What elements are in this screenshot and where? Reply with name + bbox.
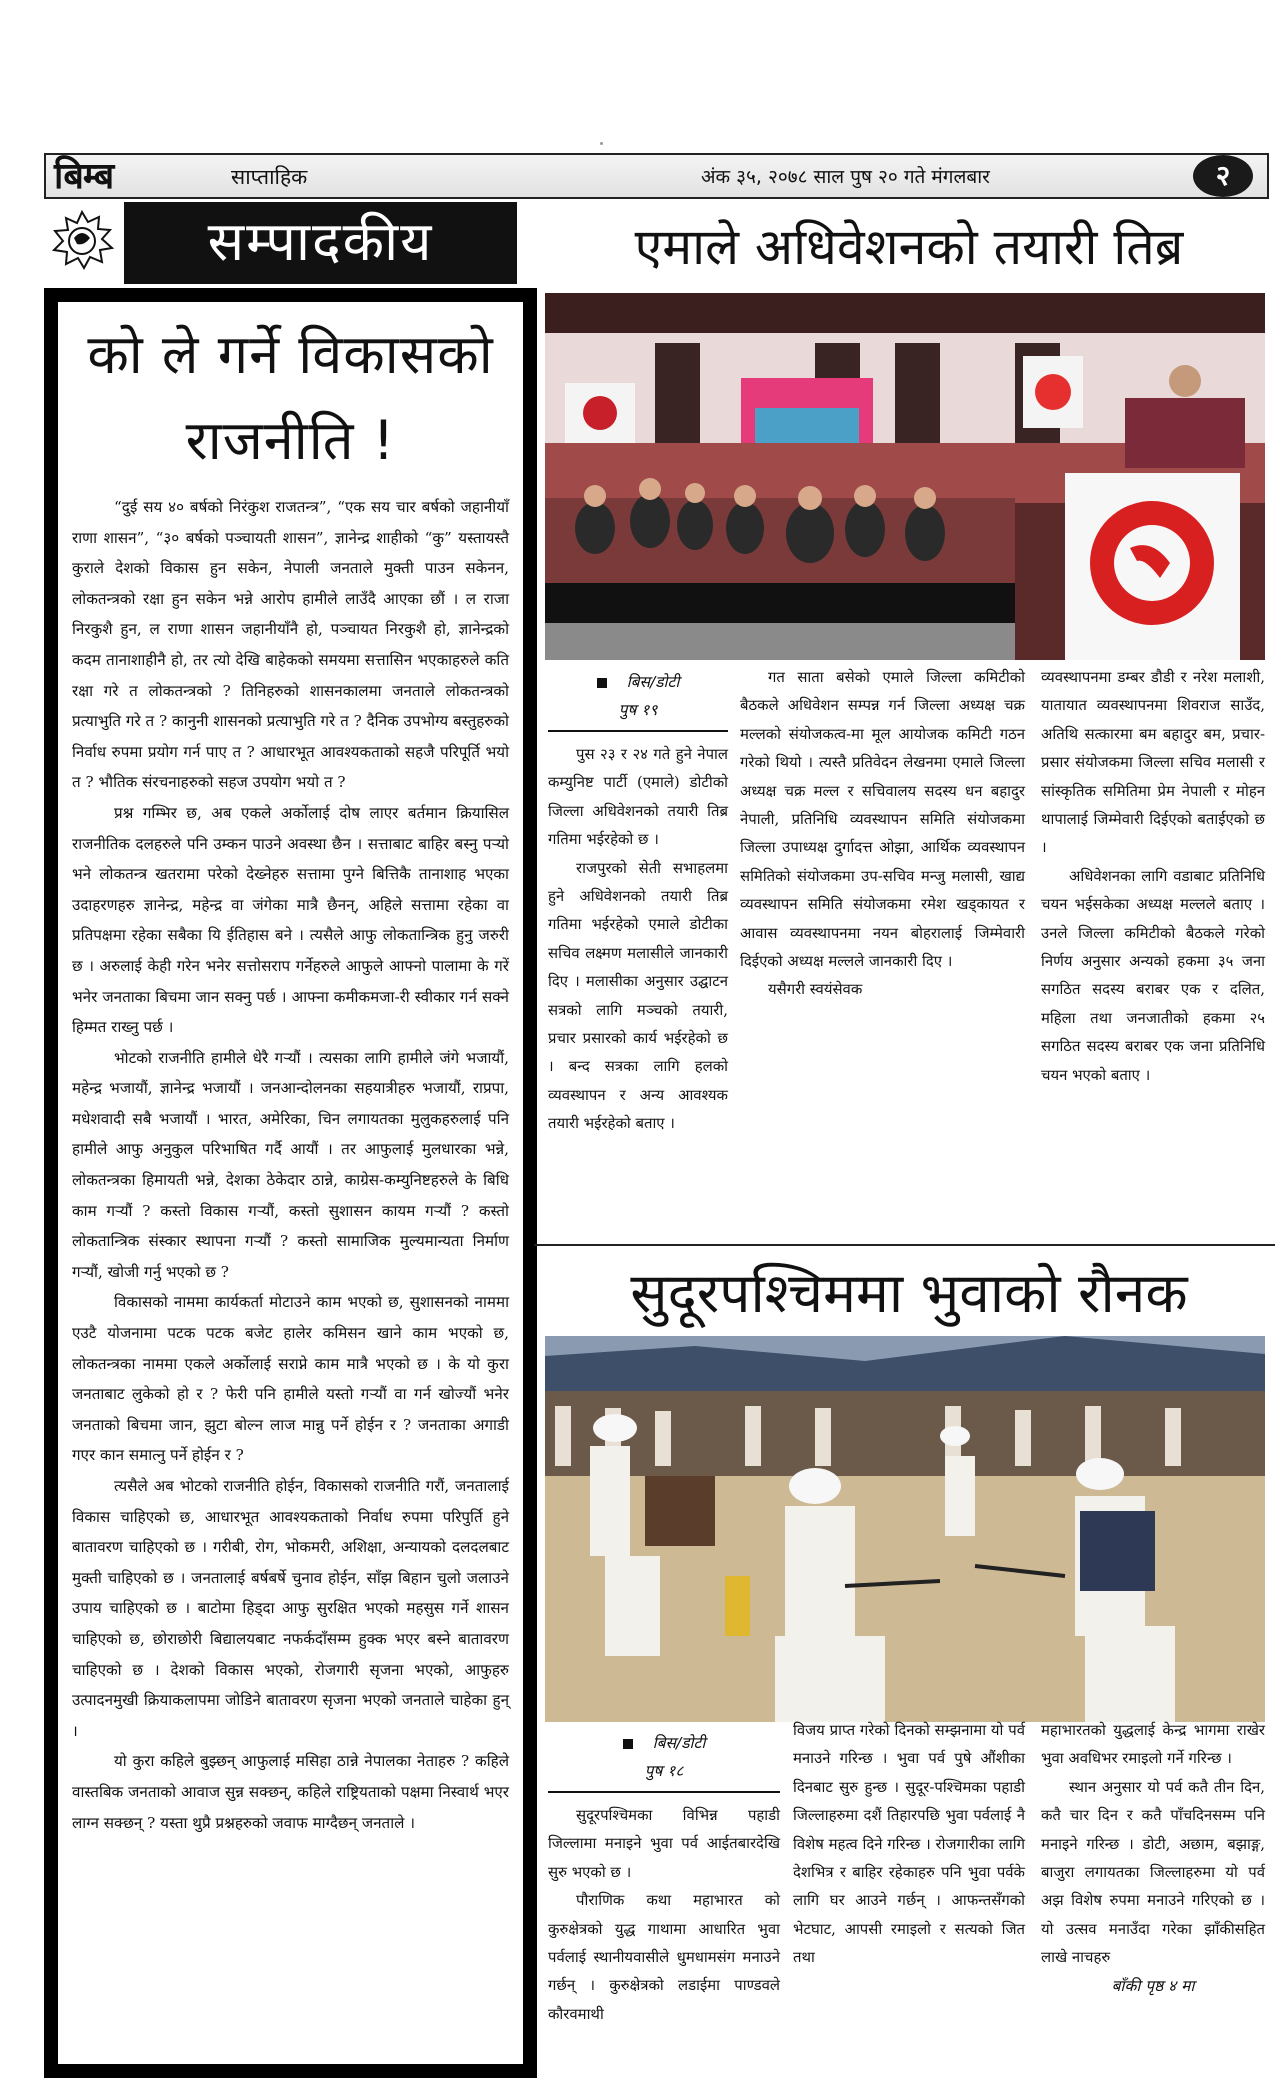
article1-paragraph: व्यवस्थापनमा डम्बर डौडी र नरेश मलाशी, यातायात व्यवस्थापनमा शिवराज साउँद, अतिथि सत्कारमा बम बहादुर बम, प्रचार-प्रसार संयोजकमा जिल्ला सचिव मलासी र सांस्कृतिक समितिमा प्रेम नेपाली र मोहन थापालाई जिम्मेवारी दिईएको बताईएको छ । <box>1041 668 1265 857</box>
editorial-title-line2: राजनीति ! <box>185 409 396 472</box>
masthead <box>44 153 1269 199</box>
newspaper-logo: बिम्ब <box>54 156 114 197</box>
editorial-title <box>72 312 509 484</box>
article1-date: पुष १९ <box>618 701 658 719</box>
article1-column3 <box>1041 663 1265 1089</box>
newspaper-subtitle: साप्ताहिक <box>231 165 308 189</box>
article2-column2 <box>793 1716 1025 1972</box>
article2-paragraph: स्थान अनुसार यो पर्व कतै तीन दिन, कतै चार दिन र कतै पाँचदिनसम्म पनि मनाइने गरिन्छ । डोटी, अछाम, बझाङ्ग, बाजुरा लगायतका जिल्लाहरुमा यो पर्व अझ विशेष रुपमा मनाउने गरिएको छ । यो उत्सव मनाउँदा गरेका झाँकीसहित लाखे नाचहरु <box>1041 1777 1265 1967</box>
article2-paragraph: विजय प्राप्त गरेको दिनको सम्झनामा यो पर्व मनाउने गरिन्छ । भुवा पर्व पुषे औंशीका दिनबाट सुरु हुन्छ । सुदूर-पश्चिमका पहाडी जिल्लाहरुमा दशैं तिहारपछि भुवा पर्वलाई नै विशेष महत्व दिने गरिन्छ । रोजगारीका लागि देशभित्र र बाहिर रहेकाहरु पनि भुवा पर्वके लागि घर आउने गर्छन् । आफन्तसँगको भेटघाट, आपसी रमाइलो र सत्यको जित तथा <box>793 1721 1025 1967</box>
byline-rule <box>548 730 728 732</box>
editorial-emblem-icon <box>44 208 120 274</box>
article1-paragraph: गत साता बसेको एमाले जिल्ला कमिटीको बैठकले अधिवेशन सम्पन्न गर्न जिल्ला अध्यक्ष चक्र मल्लको संयोजकत्व-मा मूल आयोजक कमिटी गठन गरेको थियो । त्यस्तै प्रतिवेदन लेखनमा एमाले जिल्ला अध्यक्ष चक्र मल्ल र सचिवालय सदस्य धन बहादुर नेपाली, प्रतिनिधि व्यवस्थापन समिति संयोजकमा जिल्ला उपाध्यक्ष दुर्गादत्त ओझा, आर्थिक व्यवस्थापन समितिको संयोजकमा उप-सचिव मन्जु मलासी, खाद्य व्यवस्थापन समिति संयोजकमा रमेश खड्कायत र आवास व्यवस्थापनमा नयन बोहरालाई जिम्मेवारी दिईएको अध्यक्ष मल्लले जानकारी दिए । <box>740 668 1025 971</box>
editorial-paragraph: भोटको राजनीति हामीले धेरै गऱ्यौं । त्यसका लागि हामीले जंगे भजायौं, महेन्द्र भजायौं, ज्ञानेन्द्र भजायौं । जनआन्दोलनका सहयात्रीहरु भजायौं, राप्रपा, मधेशवादी सबै भजायौं । भारत, अमेरिका, चिन लगायतका मुलुकहरुलाई पनि हामीले आफु अनुकुल परिभाषित गर्दै आयौं । तर आफुलाई मुलधारका भन्ने, लोकतन्त्रका हिमायती भन्ने, देशका ठेकेदार ठान्ने, काग्रेस-कम्युनिष्टहरुले के बिधि काम गऱ्यौं ? कस्तो विकास गऱ्यौं, कस्तो सुशासन कायम गऱ्यौं ? कस्तो लोकतान्त्रिक संस्कार स्थापना गऱ्यौं ? कस्तो सामाजिक मुल्यमान्यता निर्माण गऱ्यौं, खोजी गर्नु भएको छ ? <box>72 1048 510 1281</box>
article2-date: पुष १८ <box>644 1762 684 1780</box>
bullet-square-icon <box>623 1739 633 1749</box>
editorial-paragraph: त्यसैले अब भोटको राजनीति होईन, विकासको राजनीति गरौं, जनतालाई विकास चाहिएको छ, आधारभूत आवश्यकताको निर्वाध रुपमा परिपुर्ति हुने बातावरण चाहिएको छ । गरीबी, रोग, भोकमरी, अशिक्षा, अन्यायको दलदलबाट मुक्ती चाहिएको छ । जनतालाई बर्षबर्षे चुनाव होईन, साँझ बिहान चुलो जलाउने उपाय चाहिएको छ । बाटोमा हिड्दा आफु सुरक्षित भएको महसुस गर्ने शासन चाहिएको छ, छोराछोरी बिद्यालयबाट नफर्कदाँसम्म हुक्क भएर बस्ने बातावरण चाहिएको छ । देशको विकास भएको, रोजगारी सृजना भएको, आफुहरु उत्पादनमुखी क्रियाकलापमा जोडिने बातावरण सृजना भएको जनताले चाहेका हुन् । <box>72 1477 509 1740</box>
article1-paragraph: अधिवेशनका लागि वडाबाट प्रतिनिधि चयन भईसकेका अध्यक्ष मल्लले बताए । उनले जिल्ला कमिटीको बैठकले गरेको निर्णय अनुसार अन्यको हकमा ३५ जना सगठित सदस्य बराबर एक र दलित, महिला तथा जनजातीको हकमा २५ सगठित सदस्य बराबर एक जना प्रतिनिधि चयन भएको बताए । <box>1041 866 1265 1084</box>
article1-column2 <box>740 663 1025 1004</box>
byline-rule <box>548 1791 780 1793</box>
article1-photo <box>545 293 1265 660</box>
article1-paragraph: यसैगरी स्वयंसेवक <box>768 980 863 999</box>
editorial-paragraph: यो कुरा कहिले बुझ्छन् आफुलाई मसिहा ठान्ने नेपालका नेताहरु ? कहिले वास्तबिक जनताको आवाज सुन्न सक्छन्, कहिले राष्ट्रियताको पक्षमा निस्वार्थ भएर लाग्न सक्छन् ? यस्ता थुप्रै प्रश्नहरुको जवाफ माग्दैछन् जनताले । <box>72 1752 509 1832</box>
print-dot <box>600 142 603 145</box>
editorial-paragraph: “दुई सय ४० बर्षको निरंकुश राजतन्त्र”, “एक सय चार बर्षको जहानीयाँ राणा शासन”, “३० बर्षको पञ्चायती शासन”, ज्ञानेन्द्र शाहीको “कु” यस्तायस्तै कुराले देशको विकास हुन सकेन, नेपाली जनताले मुक्ती पाउन सकेनन, लोकतन्त्रको रक्षा हुन सकेन भन्ने आरोप हामीले लाउँदै आएका छौं । ल राजा निरकुशै हुन, ल राणा शासन जहानीयाँनै हो, पञ्चायत निरकुशै हो, ज्ञानेन्द्रको कदम तानाशाहीनै हो, तर त्यो देखि बाहेकको समयमा सत्तासिन भएकाहरुले कति रक्षा गरे त लोकतन्त्रको ? तिनिहरुको शासनकालमा जनताले लोकतन्त्रको प्रत्याभुति गरे त ? कानुनी शासनको प्रत्याभुति गरे त ? दैनिक उपभोग्य बस्तुहरुको निर्वाध रुपमा प्रयोग गर्न पाए त ? आधारभूत आवश्यकताको सहजै परिपूर्ति भयो त ? भौतिक संरचनाहरुको सहज उपयोग भयो त ? <box>72 498 509 792</box>
section-divider <box>534 1244 1275 1246</box>
editorial-box <box>58 302 523 2064</box>
editorial-body <box>72 492 509 1838</box>
article2-paragraph: महाभारतको युद्धलाई केन्द्र भागमा राखेर भुवा अवधिभर रमाइलो गर्ने गरिन्छ । <box>1041 1721 1265 1768</box>
bullet-square-icon <box>597 678 607 688</box>
issue-info: अंक ३५, २०७८ साल पुष २० गते मंगलबार <box>701 166 990 188</box>
article2-column1 <box>548 1729 780 2028</box>
page-number-badge: २ <box>1193 155 1253 197</box>
editorial-paragraph: प्रश्न गम्भिर छ, अब एकले अर्कोलाई दोष लाएर बर्तमान क्रियासिल राजनीतिक दलहरुले पनि उम्कन पाउने अवस्था छैन । सत्ताबाट बाहिर बस्नु पऱ्यो भने लोकतन्त्र खतरामा परेको देख्नेहरु सत्तामा पुग्ने बित्तिकै तानाशाह भएका उदाहरणहरु ज्ञानेन्द्र, महेन्द्र वा जंगेका मात्रै छैनन्, अहिले सत्तामा रहेका वा प्रतिपक्षमा रहेका सबैका यि ईतिहास बने । त्यसैले आफु लोकतान्त्रिक हुनु जरुरी छ । अरुलाई केही गरेन भनेर सत्तोसराप गर्नेहरुले आफुले आफ्नो पालामा के गरें भनेर जनताका बिचमा जान सक्नु पर्छ । आफ्ना कमीकमजा-री स्वीकार गर्न सक्ने हिम्मत राख्नु पर्छ । <box>72 803 509 1037</box>
article2-paragraph: पौराणिक कथा महाभारत को कुरुक्षेत्रको युद्ध गाथामा आधारित भुवा पर्वलाई स्थानीयवासीले धुमधामसंग मनाउने गर्छन् । कुरुक्षेत्रको लडाईमा पाण्डवले कौरवमाथी <box>548 1891 780 2023</box>
article1-paragraph: पुस २३ र २४ गते हुने नेपाल कम्युनिष्ट पार्टी (एमाले) डोटीको जिल्ला अधिवेशनको तयारी तिब्र गतिमा भईरहेको छ । <box>548 745 728 849</box>
editorial-column <box>44 288 537 2078</box>
article1-column1 <box>548 668 728 1138</box>
editorial-banner: सम्पादकीय <box>124 202 517 284</box>
article1-paragraph: राजपुरको सेती सभाहलमा हुने अधिवेशनको तयारी तिब्र गतिमा भईरहेको एमाले डोटीका सचिव लक्ष्मण मलासीले जानकारी दिए । मलासीका अनुसार उद्घाटन सत्रको लागि मञ्चको तयारी, प्रचार प्रसारको कार्य भईरहेको छ । बन्द सत्रका लागि हलको व्यवस्थापन र अन्य आवश्यक तयारी भईरहेको बताए । <box>548 858 728 1133</box>
article2-paragraph: सुदूरपश्चिमका विभिन्न पहाडी जिल्लामा मनाइने भुवा पर्व आईतबारदेखि सुरु भएको छ । <box>548 1806 780 1881</box>
editorial-paragraph: विकासको नाममा कार्यकर्ता मोटाउने काम भएको छ, सुशासनको नाममा एउटै योजनामा पटक पटक बजेट हालेर कमिसन खाने काम भएको छ, लोकतन्त्रका नाममा एकले अर्कोलाई सराप्ने काम मात्रै भएको छ । के यो कुरा जनताबाट लुकेको हो र ? फेरी पनि हामीले यस्तो गऱ्यौं वा गर्न खोज्यौं भनेर जनताको बिचमा जान, झुटा बोल्न लाज मान्नु पर्ने होईन र ? जनताका अगाडी गएर कान समात्नु पर्ने होईन र ? <box>72 1293 509 1465</box>
article2-column3 <box>1041 1716 1265 2000</box>
article1-byline: बिस/डोटी <box>548 668 728 696</box>
article1-headline: एमाले अधिवेशनको तयारी तिब्र <box>634 218 1184 276</box>
article2-photo <box>545 1336 1265 1722</box>
editorial-title-line1: को ले गर्ने विकासको <box>87 323 494 386</box>
continued-note: बाँकी पृष्ठ ४ मा <box>1111 1976 1195 1995</box>
article2-byline: बिस/डोटी <box>548 1729 780 1757</box>
article2-headline: सुदूरपश्चिममा भुवाको रौनक <box>630 1261 1188 1325</box>
